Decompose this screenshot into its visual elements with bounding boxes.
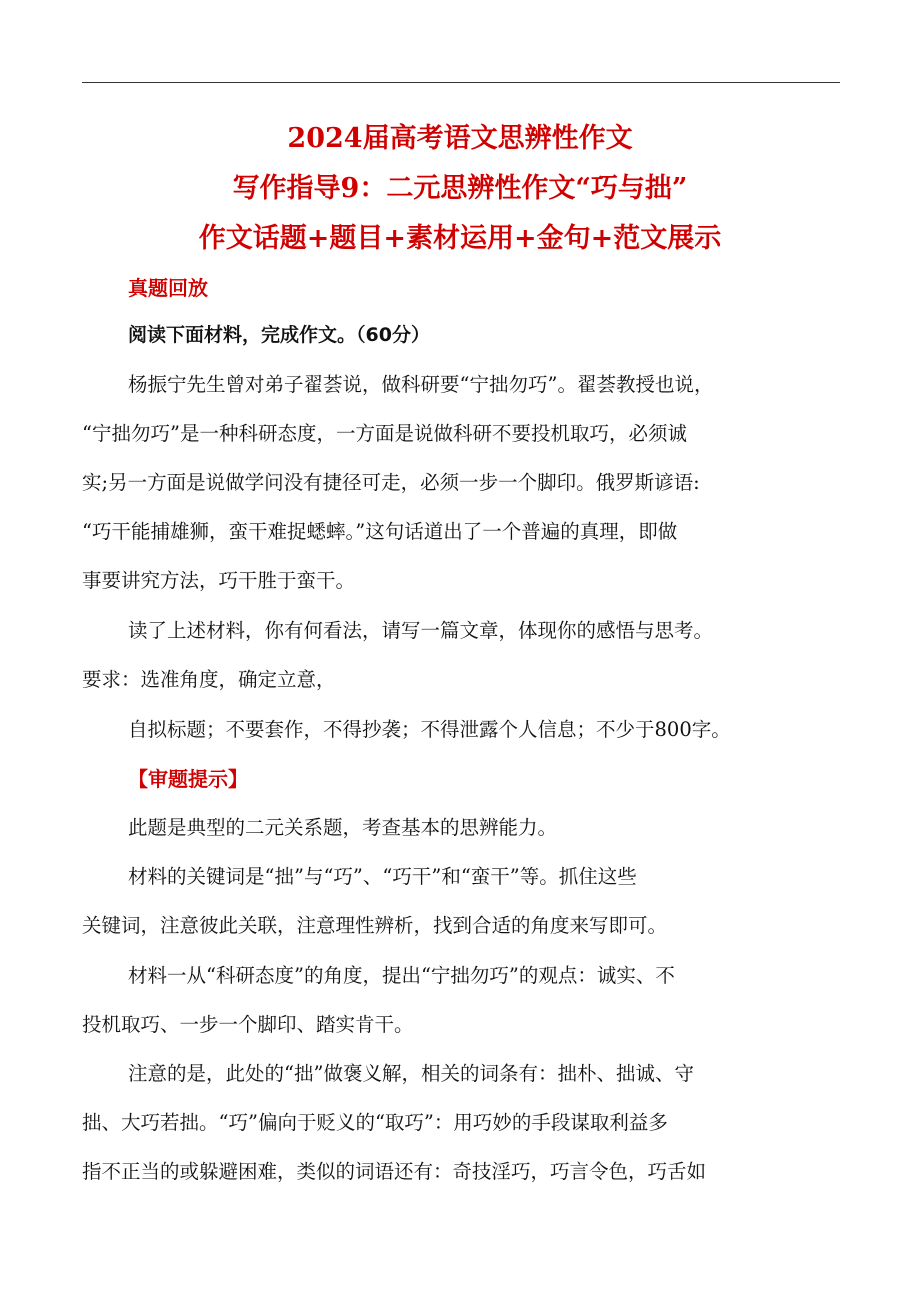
analysis-line: 材料一从“科研态度”的角度，提出“宁拙勿巧”的观点：诚实、不 (128, 964, 675, 987)
requirement-line: 读了上述材料，你有何看法，请写一篇文章，体现你的感悟与思考。 (128, 619, 714, 642)
analysis-line: 此题是典型的二元关系题，考查基本的思辨能力。 (128, 816, 558, 839)
header-rule (82, 82, 840, 83)
requirement-line: 要求：选准角度，确定立意， (82, 668, 336, 691)
sub-title: 写作指导9：二元思辨性作文“巧与拙” (232, 173, 688, 204)
section-heading-analysis-tips: 【审题提示】 (128, 767, 248, 791)
instruction-text: 阅读下面材料，完成作文。（60分） (128, 324, 430, 346)
analysis-line: 指不正当的或躲避困难，类似的词语还有：奇技淫巧，巧言令色，巧舌如 (82, 1160, 707, 1183)
topic-title: 作文话题+题目+素材运用+金句+范文展示 (198, 223, 722, 254)
material-line: “巧干能捕雄狮，蛮干难捉蟋蟀。”这句话道出了一个普遍的真理，即做 (82, 520, 678, 543)
analysis-line: 关键词，注意彼此关联，注意理性辨析，找到合适的角度来写即可。 (82, 914, 668, 937)
analysis-line: 投机取巧、一步一个脚印、踏实肯干。 (82, 1013, 414, 1036)
material-line: 事要讲究方法，巧干胜于蛮干。 (82, 569, 356, 592)
section-heading-real-question: 真题回放 (128, 276, 208, 300)
analysis-line: 拙、大巧若拙。“巧”偏向于贬义的“取巧”：用巧妙的手段谋取利益多 (82, 1111, 668, 1134)
material-line: “宁拙勿巧”是一种科研态度，一方面是说做科研不要投机取巧，必须诚 (82, 422, 687, 445)
material-line: 实;另一方面是说做学问没有捷径可走，必须一步一个脚印。俄罗斯谚语: (82, 471, 700, 494)
analysis-line: 材料的关键词是“拙”与“巧”、“巧干”和“蛮干”等。抓住这些 (128, 865, 637, 888)
main-title: 2024届高考语文思辨性作文 (287, 123, 633, 154)
requirement-line: 自拟标题；不要套作，不得抄袭；不得泄露个人信息；不少于800字。 (128, 718, 731, 741)
analysis-line: 注意的是，此处的“拙”做褒义解，相关的词条有：拙朴、拙诚、守 (128, 1062, 694, 1085)
material-line: 杨振宁先生曾对弟子翟荟说，做科研要“宁拙勿巧”。翟荟教授也说， (128, 373, 714, 396)
